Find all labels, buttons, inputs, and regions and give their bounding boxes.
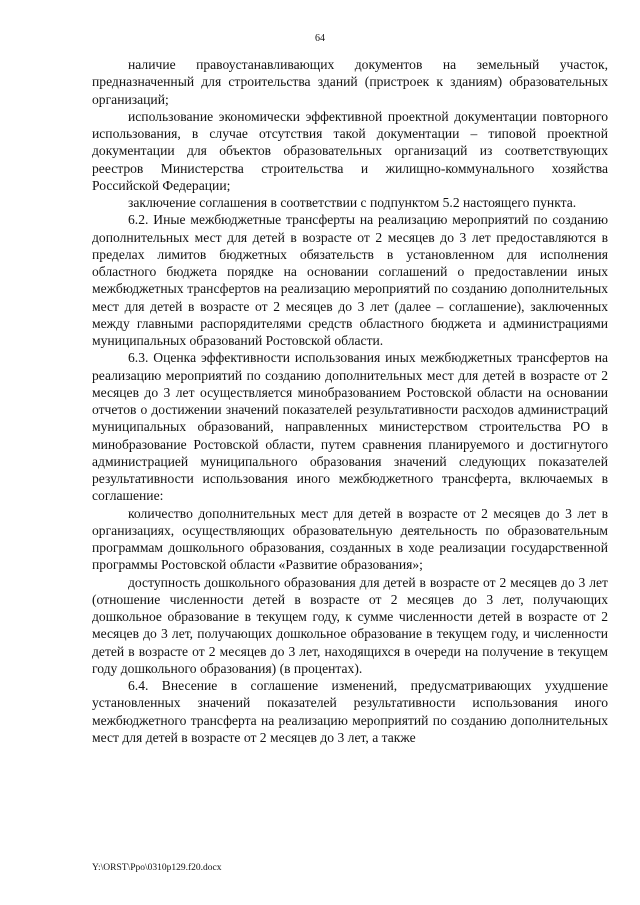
paragraph-project-documentation: использование экономически эффективной проектной документации повторного использования, в случае отсутствия такой документации – типовой проектной документации для объектов образовательных организаций из соответствующих реестров Министерства строительства и жилищно-коммунального хозяйства Российской Федерации; bbox=[92, 108, 608, 193]
file-path-footer: Y:\ORST\Ppo\0310p129.f20.docx bbox=[92, 863, 222, 873]
document-body bbox=[92, 56, 608, 746]
paragraph-6-4: 6.4. Внесение в соглашение изменений, предусматривающих ухудшение установленных значений показателей результативности использования иного межбюджетного трансферта на реализацию мероприятий по созданию дополнительных мест для детей в возрасте от 2 месяцев до 3 лет, а также bbox=[92, 678, 608, 745]
paragraph-6-3: 6.3. Оценка эффективности использования иных межбюджетных трансфертов на реализацию мероприятий по созданию дополнительных мест для детей в возрасте от 2 месяцев до 3 лет осуществляется минобразованием Ростовской области на основании отчетов о достижении значений показателей результативности расходов администраций муниципальных образований, направленных министерством строительства РО в минобразование Ростовской области, путем сравнения планируемого и достигнутого администрацией муниципального образования значений следующих показателей результативности использования иного межбюджетного трансферта, включаемых в соглашение: bbox=[92, 350, 608, 504]
paragraph-land-documents: наличие правоустанавливающих документов на земельный участок, предназначенный для строительства зданий (пристроек к зданиям) образовательных организаций; bbox=[92, 57, 608, 107]
paragraph-agreement-conclusion: заключение соглашения в соответствии с подпунктом 5.2 настоящего пункта. bbox=[128, 195, 577, 210]
paragraph-availability: доступность дошкольного образования для детей в возрасте от 2 месяцев до 3 лет (отношение численности детей в возрасте от 2 месяцев до 3 лет, получающих дошкольное образование в текущем году, к сумме численности детей в возрасте от 2 месяцев до 3 лет, получающих дошкольное образование в текущем году, и численности детей в возрасте от 2 месяцев до 3 лет, находящихся в очереди на получение в текущем году дошкольного образования) (в процентах). bbox=[92, 574, 608, 676]
page-number: 64 bbox=[315, 33, 325, 44]
paragraph-additional-places: количество дополнительных мест для детей в возрасте от 2 месяцев до 3 лет в организациях, осуществляющих образовательную деятельность по образовательным программам дошкольного образования, созданных в ходе реализации государственной программы Ростовской области «Развитие образования»; bbox=[92, 505, 608, 573]
paragraph-6-2: 6.2. Иные межбюджетные трансферты на реализацию мероприятий по созданию дополнительных мест для детей в возрасте от 2 месяцев до 3 лет предоставляются в пределах лимитов бюджетных обязательств в установленном для исполнения областного бюджета порядке на основании соглашений о предоставлении иных межбюджетных трансфертов на реализацию мероприятий по созданию дополнительных мест для детей в возрасте от 2 месяцев до 3 лет (далее – соглашение), заключенных между главными распорядителями средств областного бюджета и администрациями муниципальных образований Ростовской области. bbox=[92, 212, 608, 348]
